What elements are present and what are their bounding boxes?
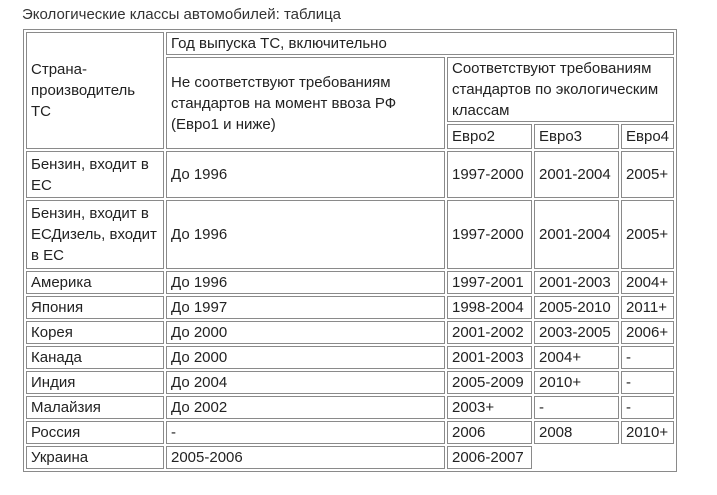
cell-country: Америка: [26, 271, 164, 294]
table-row: [26, 371, 674, 394]
cell-euro2: 2001-2002: [447, 321, 532, 344]
table-row: [26, 200, 674, 269]
table-row: [26, 346, 674, 369]
cell-euro4: 2011+: [621, 296, 674, 319]
cell-non-compliant: До 2002: [166, 396, 445, 419]
cell-euro3: 2004+: [534, 346, 619, 369]
cell-euro2: 2006-2007: [447, 446, 532, 469]
cell-euro3: 2001-2004: [534, 151, 619, 198]
cell-euro3: 2008: [534, 421, 619, 444]
cell-non-compliant: До 1996: [166, 271, 445, 294]
eco-classes-table: [23, 29, 677, 472]
header-year-group: Год выпуска ТС, включительно: [166, 32, 674, 55]
cell-non-compliant: До 1996: [166, 151, 445, 198]
header-euro4: Евро4: [621, 124, 674, 149]
table-row: [26, 446, 674, 469]
cell-country: Малайзия: [26, 396, 164, 419]
header-country: Страна-производитель ТС: [26, 32, 164, 149]
cell-country: Россия: [26, 421, 164, 444]
cell-euro4: -: [621, 346, 674, 369]
cell-euro4: -: [621, 396, 674, 419]
table-row: [26, 296, 674, 319]
cell-euro3: 2001-2004: [534, 200, 619, 269]
cell-euro3: 2003-2005: [534, 321, 619, 344]
cell-euro4: 2006+: [621, 321, 674, 344]
cell-country: Корея: [26, 321, 164, 344]
table-row: [26, 396, 674, 419]
cell-euro4: 2005+: [621, 151, 674, 198]
cell-euro2: 2005-2009: [447, 371, 532, 394]
cell-euro3: 2005-2010: [534, 296, 619, 319]
table-row: [26, 151, 674, 198]
cell-euro2: 1997-2001: [447, 271, 532, 294]
header-non-compliant: Не соответствуют требованиям стандартов на момент ввоза РФ (Евро1 и ниже): [166, 57, 445, 149]
cell-country: Бензин, входит в ЕС: [26, 151, 164, 198]
cell-euro4: 2010+: [621, 421, 674, 444]
table-caption: Экологические классы автомобилей: таблица: [22, 6, 342, 23]
cell-non-compliant: До 2000: [166, 321, 445, 344]
cell-euro2: 1997-2000: [447, 151, 532, 198]
table-row: [26, 271, 674, 294]
cell-euro2: 2006: [447, 421, 532, 444]
header-euro3: Евро3: [534, 124, 619, 149]
cell-country: Украина: [26, 446, 164, 469]
cell-non-compliant: До 1997: [166, 296, 445, 319]
cell-country: Канада: [26, 346, 164, 369]
cell-non-compliant: До 2000: [166, 346, 445, 369]
cell-euro4: 2004+: [621, 271, 674, 294]
cell-non-compliant: -: [166, 421, 445, 444]
cell-non-compliant: До 1996: [166, 200, 445, 269]
cell-euro2: 1998-2004: [447, 296, 532, 319]
cell-euro2: 2003+: [447, 396, 532, 419]
cell-euro2: 1997-2000: [447, 200, 532, 269]
cell-euro3: -: [534, 396, 619, 419]
header-compliant: Соответствуют требованиям стандартов по экологическим классам: [447, 57, 674, 122]
cell-non-compliant: До 2004: [166, 371, 445, 394]
cell-euro3: 2001-2003: [534, 271, 619, 294]
header-euro2: Евро2: [447, 124, 532, 149]
cell-country: Индия: [26, 371, 164, 394]
table-row: [26, 421, 674, 444]
cell-non-compliant: 2005-2006: [166, 446, 445, 469]
table-row: [26, 321, 674, 344]
cell-country: Япония: [26, 296, 164, 319]
cell-euro4: -: [621, 371, 674, 394]
cell-euro2: 2001-2003: [447, 346, 532, 369]
cell-euro3: 2010+: [534, 371, 619, 394]
cell-euro4: 2005+: [621, 200, 674, 269]
cell-country: Бензин, входит в ЕСДизель, входит в ЕС: [26, 200, 164, 269]
